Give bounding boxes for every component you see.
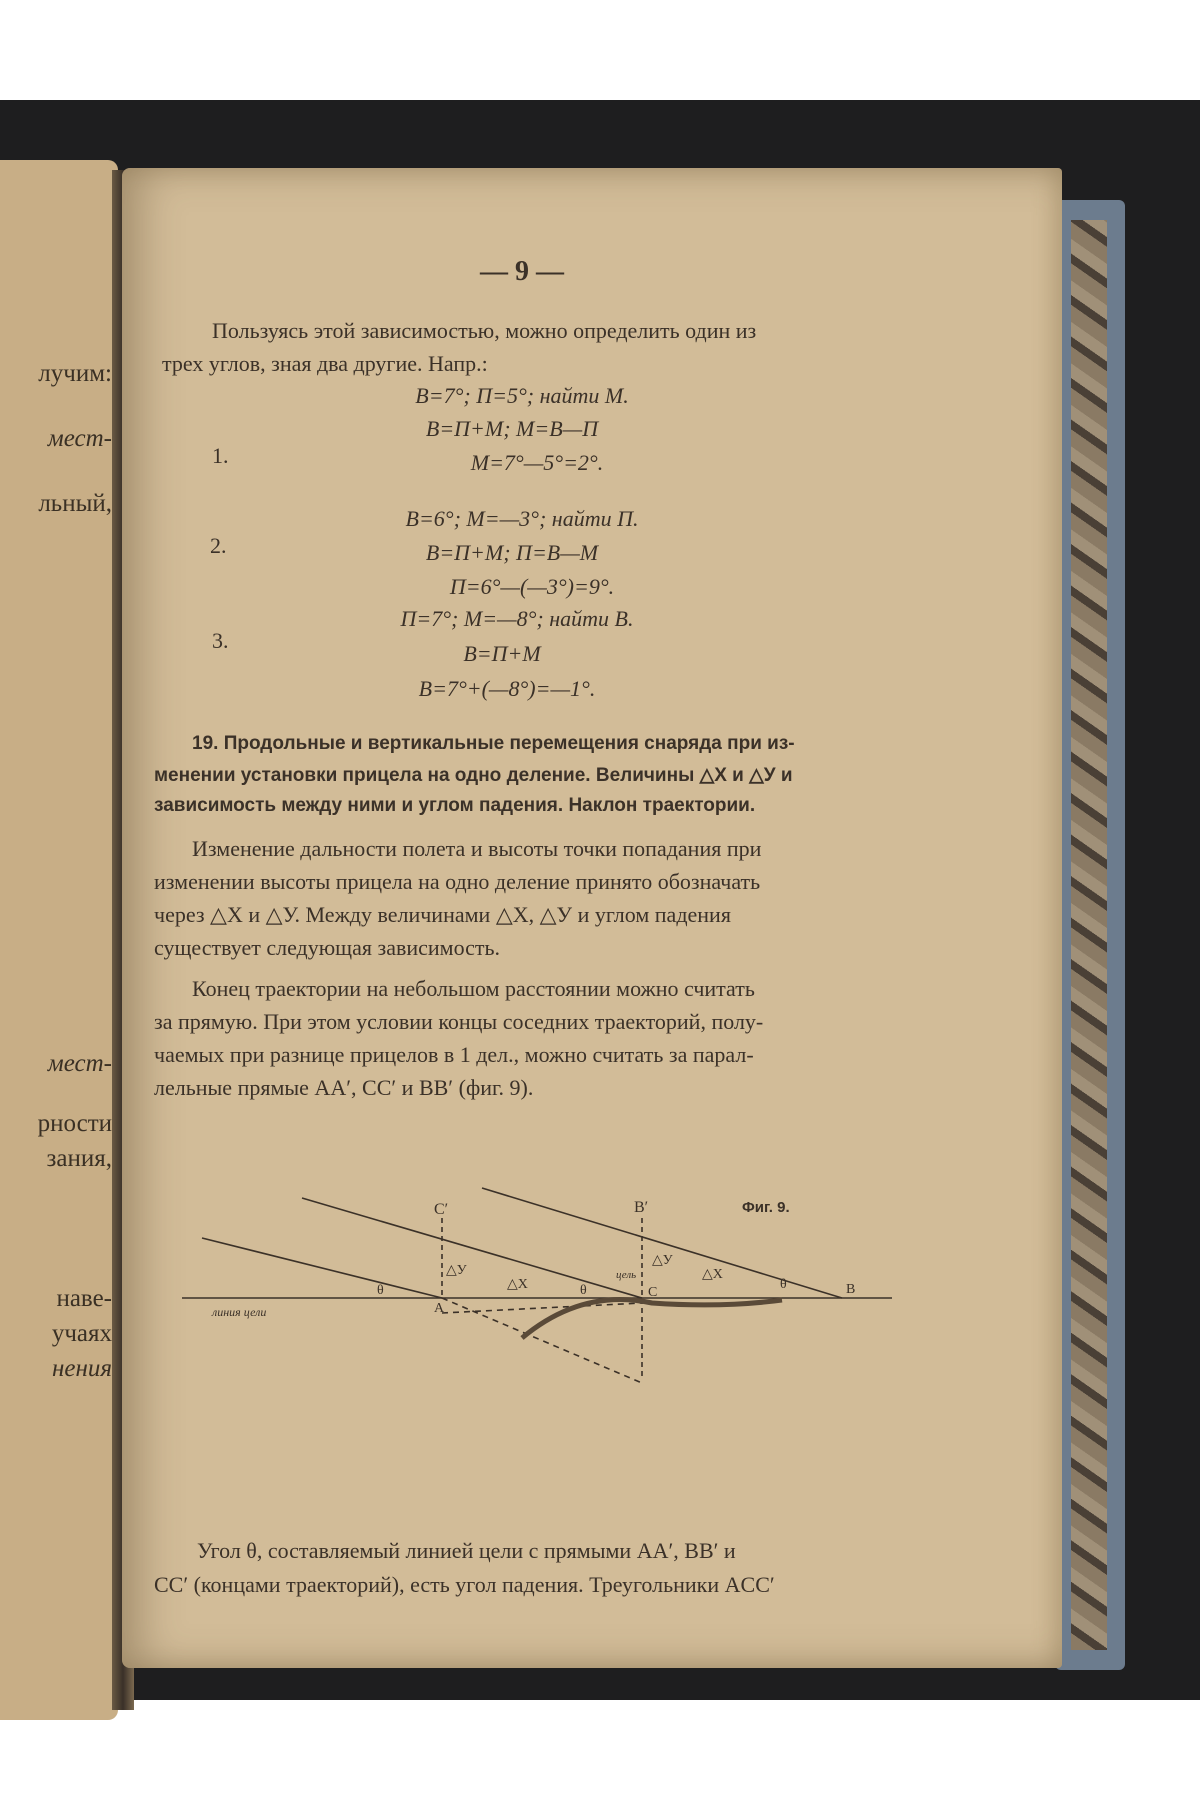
intro-line: Пользуясь этой зависимостью, можно определить один из — [212, 318, 757, 343]
paragraph-line: Изменение дальности полета и высоты точки попадания при — [192, 836, 762, 861]
label-c-prime: C′ — [434, 1201, 449, 1218]
label-target-line: линия цели — [212, 1305, 267, 1319]
page-number: — 9 — — [480, 256, 564, 287]
paragraph-line: Конец траектории на небольшом расстоянии можно считать — [192, 976, 755, 1001]
left-page-fragment: льный, — [38, 490, 112, 517]
lower-line — [442, 1298, 642, 1383]
label-dy: △У — [446, 1263, 467, 1278]
lower-line — [442, 1303, 642, 1313]
example-line: B=П+М; П=B—М — [425, 540, 599, 565]
label-dy: △У — [652, 1253, 673, 1268]
paragraph-line: за прямую. При этом условии концы соседних траекторий, полу- — [154, 1009, 764, 1034]
section-heading-line: менении установки прицела на одно деление. Величины △X и △У и — [154, 765, 793, 786]
target-shape — [522, 1300, 782, 1338]
example-line: B=6°; М=—3°; найти П. — [405, 506, 639, 531]
label-theta: θ — [780, 1277, 787, 1292]
example-line: П=7°; М=—8°; найти B. — [400, 606, 634, 631]
example-number: 2. — [210, 533, 227, 558]
example-line: B=7°+(—8°)=—1°. — [418, 676, 596, 701]
paragraph-line: Угол θ, составляемый линией цели с прямыми AA′, BB′ и — [197, 1538, 736, 1563]
intro-line: трех углов, зная два другие. Напр.: — [162, 351, 488, 376]
label-dx: △X — [507, 1277, 528, 1292]
example-line: П=6°—(—3°)=9°. — [449, 574, 615, 599]
example-number: 1. — [212, 443, 229, 468]
left-page-fragment: нения — [51, 1355, 112, 1382]
left-page-fragment: мест- — [47, 1050, 112, 1077]
paragraph-line: чаемых при разнице прицелов в 1 дел., можно считать за парал- — [154, 1042, 754, 1067]
paragraph-line: изменении высоты прицела на одно деление принято обозначать — [154, 869, 761, 894]
trajectory-end-aa — [202, 1238, 442, 1298]
book-spine — [1055, 200, 1125, 1670]
example-line: B=П+М; М=B—П — [425, 416, 599, 441]
label-target: цель — [616, 1269, 637, 1281]
paragraph-line: CC′ (концами траекторий), есть угол падения. Треугольники ACC′ — [154, 1572, 775, 1597]
left-page-fragment: зания, — [46, 1145, 112, 1172]
paragraph-line: существует следующая зависимость. — [154, 935, 501, 960]
label-b: B — [846, 1282, 856, 1297]
label-a: A — [434, 1301, 445, 1316]
book-page — [122, 168, 1062, 1668]
left-page — [0, 160, 118, 1720]
label-b-prime: B′ — [634, 1199, 649, 1216]
figure-caption: Фиг. 9. — [742, 1199, 790, 1216]
paragraph-line: лельные прямые AA′, CC′ и BB′ (фиг. 9). — [154, 1075, 534, 1100]
section-heading-line: 19. Продольные и вертикальные перемещения снаряда при из- — [192, 733, 795, 754]
label-theta: θ — [580, 1283, 587, 1298]
left-page-fragment: наве- — [56, 1285, 112, 1312]
left-page-fragment: лучим: — [38, 360, 112, 387]
left-page-fragment: мест- — [47, 425, 112, 452]
left-page-fragment: учаях — [51, 1320, 112, 1347]
photo-background — [0, 100, 1200, 1700]
figure-9 — [182, 1199, 942, 1448]
label-theta: θ — [377, 1283, 384, 1298]
example-line: М=7°—5°=2°. — [470, 450, 604, 475]
example-number: 3. — [212, 628, 229, 653]
section-heading-line: зависимость между ними и углом падения. Наклон траектории. — [154, 795, 756, 816]
label-c: C — [648, 1285, 658, 1300]
example-line: B=П+М — [463, 641, 541, 666]
paragraph-line: через △X и △У. Между величинами △X, △У и углом падения — [154, 902, 731, 927]
example-line: B=7°; П=5°; найти М. — [415, 383, 629, 408]
trajectory-end-cc — [302, 1198, 642, 1298]
label-dx: △X — [702, 1267, 723, 1282]
left-page-fragment: рности — [37, 1110, 112, 1137]
